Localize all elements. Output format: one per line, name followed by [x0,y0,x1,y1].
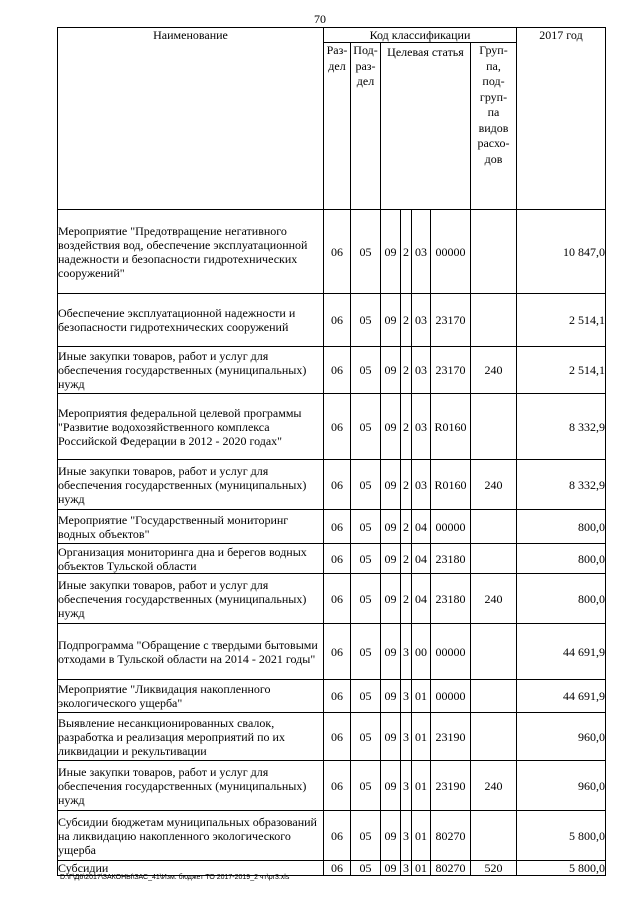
cell-amount: 8 332,9 [517,460,606,510]
cell-name: Выявление несанкционированных свалок, разработка и реализация мероприятий по их ликвидации и рекультивации [58,713,324,761]
cell-subsection: 05 [351,624,381,680]
cell-name: Мероприятия федеральной целевой программы "Развитие водохозяйственного комплекса Российской Федерации в 2012 - 2020 годах" [58,394,324,460]
cell-amount: 2 514,1 [517,347,606,394]
cell-target-article-activity: 01 [412,861,431,876]
cell-section: 06 [324,394,351,460]
cell-name: Субсидии [58,861,324,876]
cell-subsection: 05 [351,294,381,347]
cell-expense-group [471,713,517,761]
table-row [58,544,606,574]
cell-target-article-program: 09 [381,460,401,510]
cell-target-article-activity: 03 [412,210,431,294]
cell-name: Иные закупки товаров, работ и услуг для обеспечения государственных (муниципальных) нужд [58,761,324,811]
cell-expense-group: 520 [471,861,517,876]
cell-target-article-direction: 23170 [431,347,471,394]
cell-target-article-subprogram: 2 [401,574,412,624]
header-year: 2017 год [517,28,606,210]
cell-subsection: 05 [351,811,381,861]
cell-section: 06 [324,861,351,876]
table-row [58,394,606,460]
table-row [58,761,606,811]
cell-target-article-subprogram: 2 [401,394,412,460]
cell-expense-group [471,510,517,544]
cell-target-article-subprogram: 2 [401,210,412,294]
table-row [58,680,606,713]
cell-target-article-activity: 03 [412,394,431,460]
cell-target-article-subprogram: 2 [401,544,412,574]
table-row [58,713,606,761]
cell-section: 06 [324,294,351,347]
cell-target-article-program: 09 [381,394,401,460]
cell-section: 06 [324,761,351,811]
table-row [58,574,606,624]
cell-section: 06 [324,811,351,861]
cell-target-article-program: 09 [381,347,401,394]
cell-subsection: 05 [351,347,381,394]
cell-target-article-program: 09 [381,544,401,574]
cell-target-article-program: 09 [381,210,401,294]
cell-expense-group [471,544,517,574]
cell-amount: 5 800,0 [517,861,606,876]
cell-section: 06 [324,347,351,394]
cell-subsection: 05 [351,713,381,761]
cell-subsection: 05 [351,394,381,460]
header-name: Наименование [58,28,324,210]
cell-section: 06 [324,210,351,294]
cell-target-article-activity: 03 [412,347,431,394]
cell-expense-group [471,624,517,680]
cell-name: Иные закупки товаров, работ и услуг для обеспечения государственных (муниципальных) нужд [58,574,324,624]
cell-target-article-subprogram: 3 [401,624,412,680]
cell-name: Субсидии бюджетам муниципальных образований на ликвидацию накопленного экологического ущерба [58,811,324,861]
table-body [58,210,606,876]
cell-expense-group: 240 [471,460,517,510]
page-number: 70 [314,12,326,26]
cell-target-article-direction: 23170 [431,294,471,347]
footer-file-path: D:\Г\Д6\2017\ЗАКОНЫ\ЗАС_41\Изм. бюджет ТО 2017-2019_2 чт\pr3.xls [60,874,290,881]
cell-expense-group [471,680,517,713]
table-row [58,811,606,861]
header-subsection: Под- раз- дел [351,43,381,210]
cell-name: Подпрограмма "Обращение с твердыми бытовыми отходами в Тульской области на 2014 - 2021 годы" [58,624,324,680]
cell-target-article-subprogram: 3 [401,680,412,713]
cell-section: 06 [324,574,351,624]
cell-target-article-direction: 00000 [431,210,471,294]
header-target-article: Целевая статья [381,43,471,60]
cell-target-article-activity: 01 [412,811,431,861]
header-group: Груп- па, под- груп- па видов расхо- дов [471,43,517,210]
cell-name: Обеспечение эксплуатационной надежности и безопасности гидротехнических сооружений [58,294,324,347]
cell-target-article-subprogram: 2 [401,460,412,510]
cell-target-article-program: 09 [381,861,401,876]
cell-section: 06 [324,680,351,713]
cell-target-article-activity: 01 [412,713,431,761]
cell-expense-group: 240 [471,761,517,811]
cell-name: Организация мониторинга дна и берегов водных объектов Тульской области [58,544,324,574]
table-row [58,460,606,510]
cell-target-article-program: 09 [381,761,401,811]
cell-section: 06 [324,544,351,574]
cell-target-article-direction: R0160 [431,394,471,460]
cell-target-article-activity: 00 [412,624,431,680]
cell-name: Мероприятие "Ликвидация накопленного экологического ущерба" [58,680,324,713]
cell-target-article-direction: R0160 [431,460,471,510]
cell-target-article-program: 09 [381,574,401,624]
cell-target-article-direction: 80270 [431,861,471,876]
cell-section: 06 [324,713,351,761]
cell-target-article-direction: 80270 [431,811,471,861]
cell-target-article-program: 09 [381,811,401,861]
cell-expense-group [471,294,517,347]
cell-amount: 800,0 [517,510,606,544]
cell-subsection: 05 [351,574,381,624]
cell-target-article-subprogram: 3 [401,811,412,861]
cell-target-article-activity: 04 [412,510,431,544]
cell-name: Мероприятие "Предотвращение негативного воздействия вод, обеспечение эксплуатационной надежности и безопасности гидротехнических сооружений" [58,210,324,294]
cell-amount: 5 800,0 [517,811,606,861]
cell-name: Иные закупки товаров, работ и услуг для обеспечения государственных (муниципальных) нужд [58,460,324,510]
cell-amount: 800,0 [517,544,606,574]
budget-table [57,27,606,876]
table-row [58,624,606,680]
header-code: Код классификации [324,28,517,43]
cell-amount: 8 332,9 [517,394,606,460]
cell-target-article-direction: 23180 [431,544,471,574]
cell-subsection: 05 [351,761,381,811]
table-row [58,210,606,294]
cell-target-article-program: 09 [381,713,401,761]
table-row [58,347,606,394]
cell-target-article-program: 09 [381,510,401,544]
cell-amount: 960,0 [517,761,606,811]
cell-subsection: 05 [351,460,381,510]
cell-subsection: 05 [351,680,381,713]
cell-section: 06 [324,624,351,680]
cell-target-article-direction: 23180 [431,574,471,624]
cell-amount: 2 514,1 [517,294,606,347]
cell-amount: 800,0 [517,574,606,624]
cell-amount: 960,0 [517,713,606,761]
cell-target-article-activity: 04 [412,544,431,574]
cell-target-article-activity: 04 [412,574,431,624]
table-row [58,294,606,347]
cell-expense-group: 240 [471,574,517,624]
cell-target-article-program: 09 [381,294,401,347]
header-section: Раз- дел [324,43,351,210]
cell-target-article-subprogram: 3 [401,861,412,876]
header-target-article-space [381,59,471,210]
cell-subsection: 05 [351,861,381,876]
cell-amount: 44 691,9 [517,624,606,680]
cell-target-article-program: 09 [381,624,401,680]
cell-section: 06 [324,460,351,510]
cell-target-article-subprogram: 2 [401,510,412,544]
cell-target-article-activity: 01 [412,680,431,713]
cell-section: 06 [324,510,351,544]
cell-name: Иные закупки товаров, работ и услуг для обеспечения государственных (муниципальных) нужд [58,347,324,394]
cell-target-article-direction: 23190 [431,761,471,811]
cell-expense-group [471,210,517,294]
cell-name: Мероприятие "Государственный мониторинг водных объектов" [58,510,324,544]
cell-subsection: 05 [351,544,381,574]
cell-amount: 44 691,9 [517,680,606,713]
cell-expense-group [471,811,517,861]
cell-target-article-subprogram: 2 [401,347,412,394]
cell-subsection: 05 [351,210,381,294]
cell-target-article-subprogram: 3 [401,713,412,761]
cell-expense-group: 240 [471,347,517,394]
cell-target-article-direction: 00000 [431,510,471,544]
cell-subsection: 05 [351,510,381,544]
cell-target-article-subprogram: 3 [401,761,412,811]
cell-target-article-activity: 03 [412,294,431,347]
cell-target-article-activity: 01 [412,761,431,811]
cell-target-article-direction: 00000 [431,680,471,713]
cell-target-article-direction: 00000 [431,624,471,680]
cell-target-article-direction: 23190 [431,713,471,761]
cell-expense-group [471,394,517,460]
cell-amount: 10 847,0 [517,210,606,294]
cell-target-article-program: 09 [381,680,401,713]
cell-target-article-subprogram: 2 [401,294,412,347]
table-row [58,510,606,544]
cell-target-article-activity: 03 [412,460,431,510]
